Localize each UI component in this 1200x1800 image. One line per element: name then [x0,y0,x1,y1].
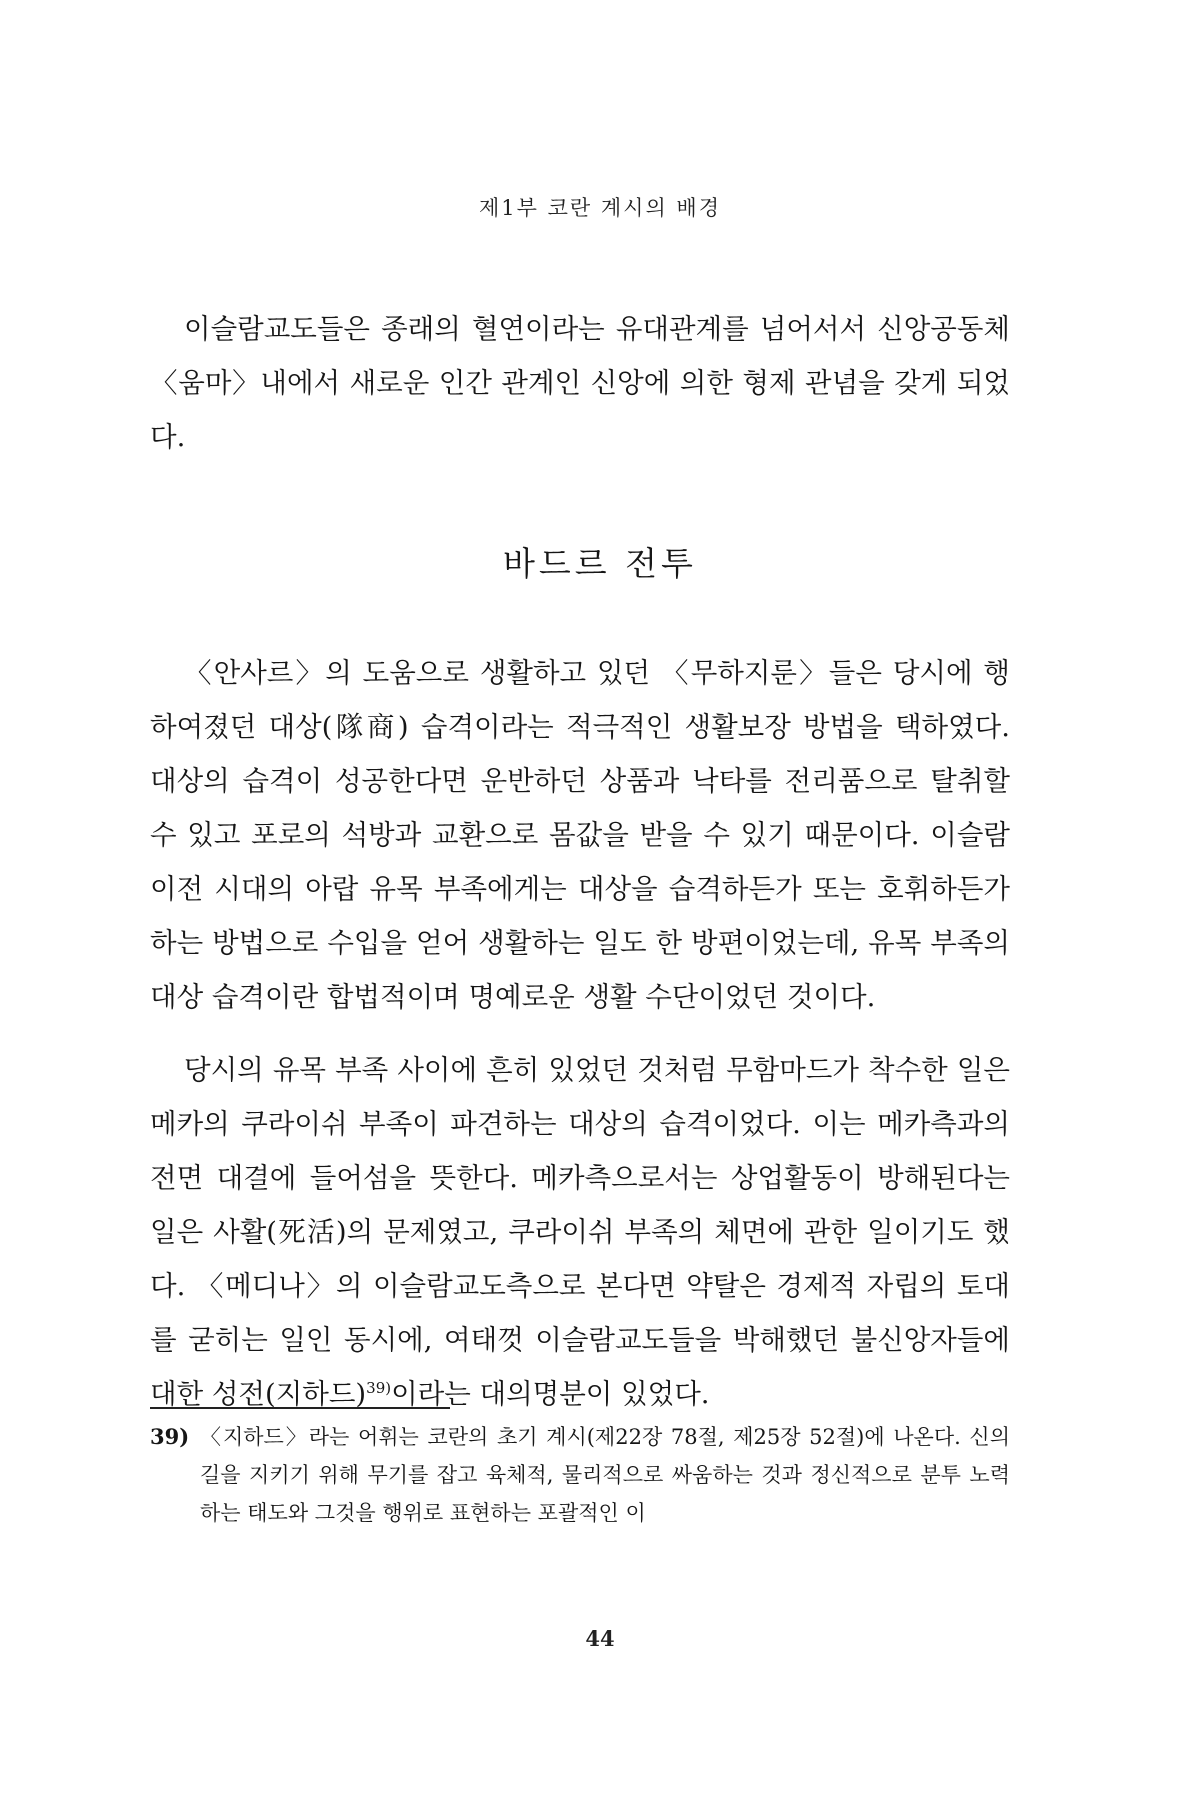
running-header: 제1부 코란 계시의 배경 [479,196,721,220]
body-paragraph: 이슬람교도들은 종래의 혈연이라는 유대관계를 넘어서서 신앙공동체 〈움마〉내에서 새로운 인간 관계인 신앙에 의한 형제 관념을 갖게 되었다. [150,313,1010,453]
footnotes-section [150,1418,1010,1532]
body-block-continued [150,1043,1010,1421]
body-paragraph [150,1043,1010,1421]
footnote-text: 〈지하드〉라는 어휘는 코란의 초기 계시(제22장 78절, 제25장 52절)에 나온다. 신의 길을 지키기 위해 무기를 잡고 육체적, 물리적으로 싸움하는 것과 정신적으로 분투 노력하는 태도와 그것을 행위로 표현하는 포괄적인 이 [200,1425,1010,1525]
body-block-section [150,646,1010,1024]
footnote-number: 39) [150,1424,190,1449]
body-paragraph-text: 당시의 유목 부족 사이에 흔히 있었던 것처럼 무함마드가 착수한 일은 메카의 쿠라이쉬 부족이 파견하는 대상의 습격이었다. 이는 메카측과의 전면 대결에 들어섬을 뜻한다. 메카측으로서는 상업활동이 방해된다는 일은 사활(死活)의 문제였고, 쿠라이쉬 부족의 체면에 관한 일이기도 했다. 〈메디나〉의 이슬람교도측으로 본다면 약탈은 경제적 자립의 토대를 굳히는 일인 동시에, 여태껏 이슬람교도들을 박해했던 불신앙자들에 대한 성전(지하드) [150,1054,1010,1410]
footnote-reference[interactable]: 39) [366,1378,392,1397]
section-heading: 바드르 전투 [503,544,697,583]
footnote-divider [150,1407,450,1409]
footnote [150,1418,1010,1532]
body-paragraph-tail: 이라는 대의명분이 있었다. [391,1378,710,1410]
page-number: 44 [585,1626,615,1651]
body-block-intro [150,302,1010,464]
body-paragraph: 〈안사르〉의 도움으로 생활하고 있던 〈무하지룬〉들은 당시에 행하여졌던 대상(隊商) 습격이라는 적극적인 생활보장 방법을 택하였다. 대상의 습격이 성공한다면 운반하던 상품과 낙타를 전리품으로 탈취할 수 있고 포로의 석방과 교환으로 몸값을 받을 수 있기 때문이다. 이슬람 이전 시대의 아랍 유목 부족에게는 대상을 습격하든가 또는 호휘하든가 하는 방법으로 수입을 얻어 생활하는 일도 한 방편이었는데, 유목 부족의 대상 습격이란 합법적이며 명예로운 생활 수단이었던 것이다. [150,657,1010,1013]
